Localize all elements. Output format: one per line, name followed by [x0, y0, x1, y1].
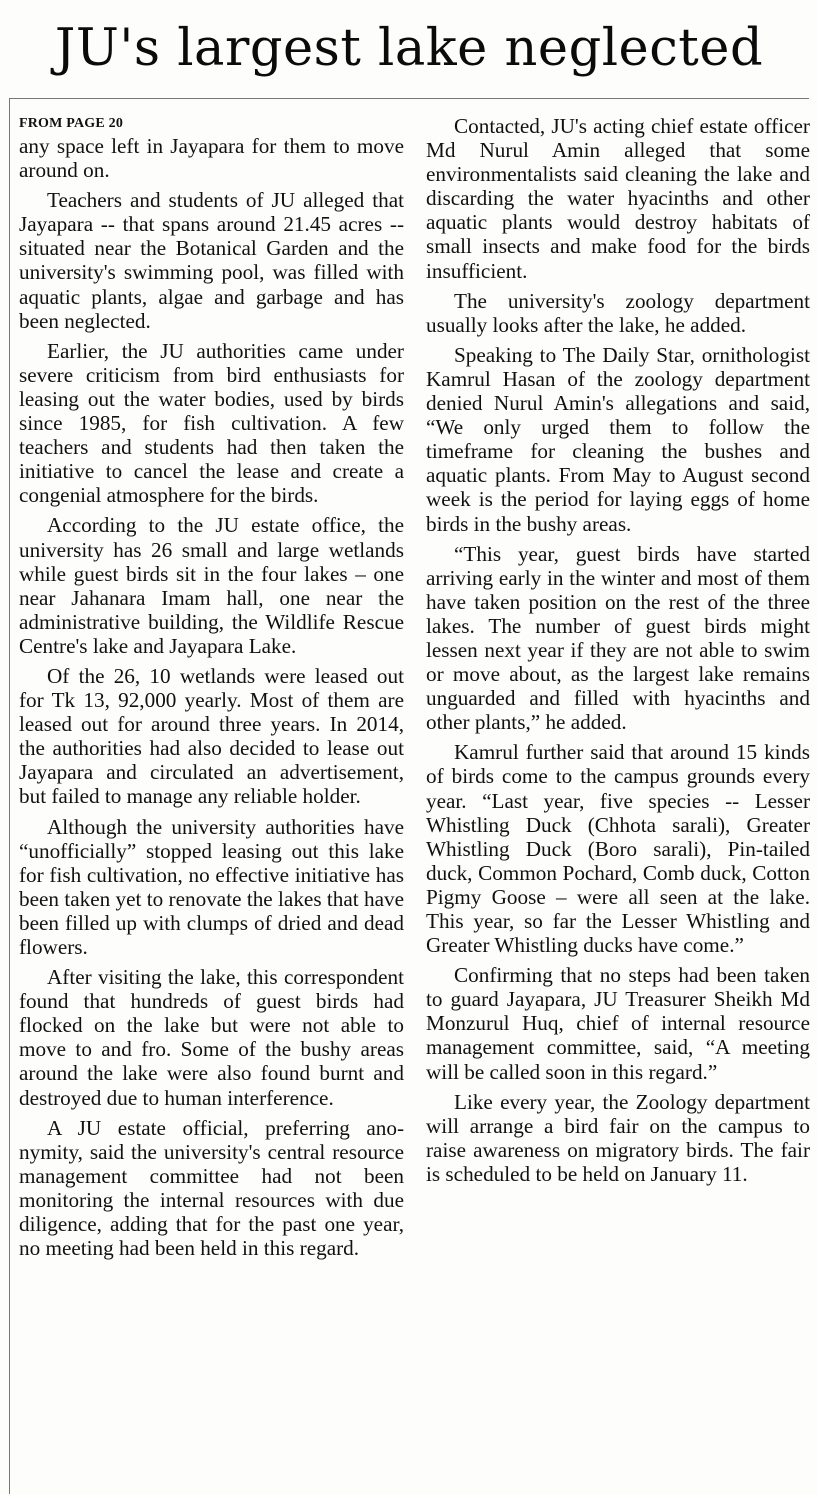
kicker-from-page: FROM PAGE 20 — [19, 116, 124, 131]
paragraph: Although the university authorities have “unofficially” stopped leasing out this lake for fish cultivation, no effective initiative has been taken yet to renovate the lakes that have been filled up with clumps of dried and dead flowers. — [19, 814, 404, 959]
paragraph: Speaking to The Daily Star, ornithologist Kamrul Hasan of the zoology department denied Nurul Amin's allegations and said, “We only urged them to follow the timeframe for cleaning the bushes and aquatic plants. From May to August second week is the period for laying eggs of home birds in the bushy areas. — [426, 342, 810, 536]
paragraph: After visiting the lake, this correspondent found that hundreds of guest birds had flocked on the lake but were not able to move to and fro. Some of the bushy areas around the lake were also found burnt and destroyed due to human interference. — [19, 965, 404, 1110]
paragraph: According to the JU estate office, the university has 26 small and large wetlands while guest birds sit in the four lakes – one near Jahanara Imam hall, one near the administrative building, the Wildlife Rescue Centre's lake and Jayapara Lake. — [19, 513, 404, 658]
paragraph: A JU estate official, preferring anonymity, said the university's central resource management committee had not been monitoring the internal resources with due diligence, adding that for the past one year, no meeting had been held in this regard. — [19, 1115, 404, 1261]
article-column-right — [426, 114, 810, 1192]
paragraph: Of the 26, 10 wetlands were leased out for Tk 13, 92,000 yearly. Most of them are leased out for around three years. In 2014, the authorities had also decided to lease out Jayapara and circulated an advertisement, but failed to manage any reliable holder. — [19, 663, 404, 809]
paragraph: “This year, guest birds have started arriving early in the winter and most of them have taken position on the rest of the three lakes. The number of guest birds might lessen next year if they are not able to swim or move about, as the largest lake remains unguarded and filled with hyacinths and other plants,” he added. — [426, 541, 810, 735]
article-column-left — [19, 114, 404, 1266]
paragraph: Contacted, JU's acting chief estate officer Md Nurul Amin alleged that some environmentalists said cleaning the lake and discarding the water hyacinths and other aquatic plants would destroy habitats of small insects and make food for the birds insufficient. — [426, 114, 810, 283]
paragraph: The university's zoology department usually looks after the lake, he added. — [426, 288, 810, 337]
paragraph: Earlier, the JU authorities came under severe criticism from bird enthusiasts for leasing out the water bodies, used by birds since 1985, for fish cultivation. A few teachers and students had then taken the initiative to cancel the lease and create a congenial atmosphere for the birds. — [19, 338, 404, 508]
paragraph: Kamrul further said that around 15 kinds of birds come to the campus grounds every year. “Last year, five species -- Lesser Whistling Duck (Chhota sarali), Greater Whistling Duck (Boro sarali), Pin-tailed duck, Common Pochard, Comb duck, Cotton Pigmy Goose – were all seen at the lake. This year, so far the Lesser Whistling and Greater Whistling ducks have come.” — [426, 740, 810, 958]
headline-rule — [9, 98, 809, 99]
paragraph: Like every year, the Zoology department will arrange a bird fair on the campus to raise awareness on migratory birds. The fair is scheduled to be held on January 11. — [426, 1089, 810, 1186]
left-border-rule — [9, 99, 10, 1494]
headline: JU's largest lake neglected — [54, 19, 764, 78]
paragraph: any space left in Jayapara for them to move around on. — [19, 134, 404, 183]
paragraph: Confirming that no steps had been taken to guard Jayapara, JU Treasurer Sheikh Md Monzurul Huq, chief of internal resource management committee, said, “A meeting will be called soon in this regard.” — [426, 963, 810, 1084]
paragraph: Teachers and students of JU alleged that Jayapara -- that spans around 21.45 acres -- situated near the Botanical Garden and the university's swimming pool, was filled with aquatic plants, algae and garbage and has been neglected. — [19, 188, 404, 333]
